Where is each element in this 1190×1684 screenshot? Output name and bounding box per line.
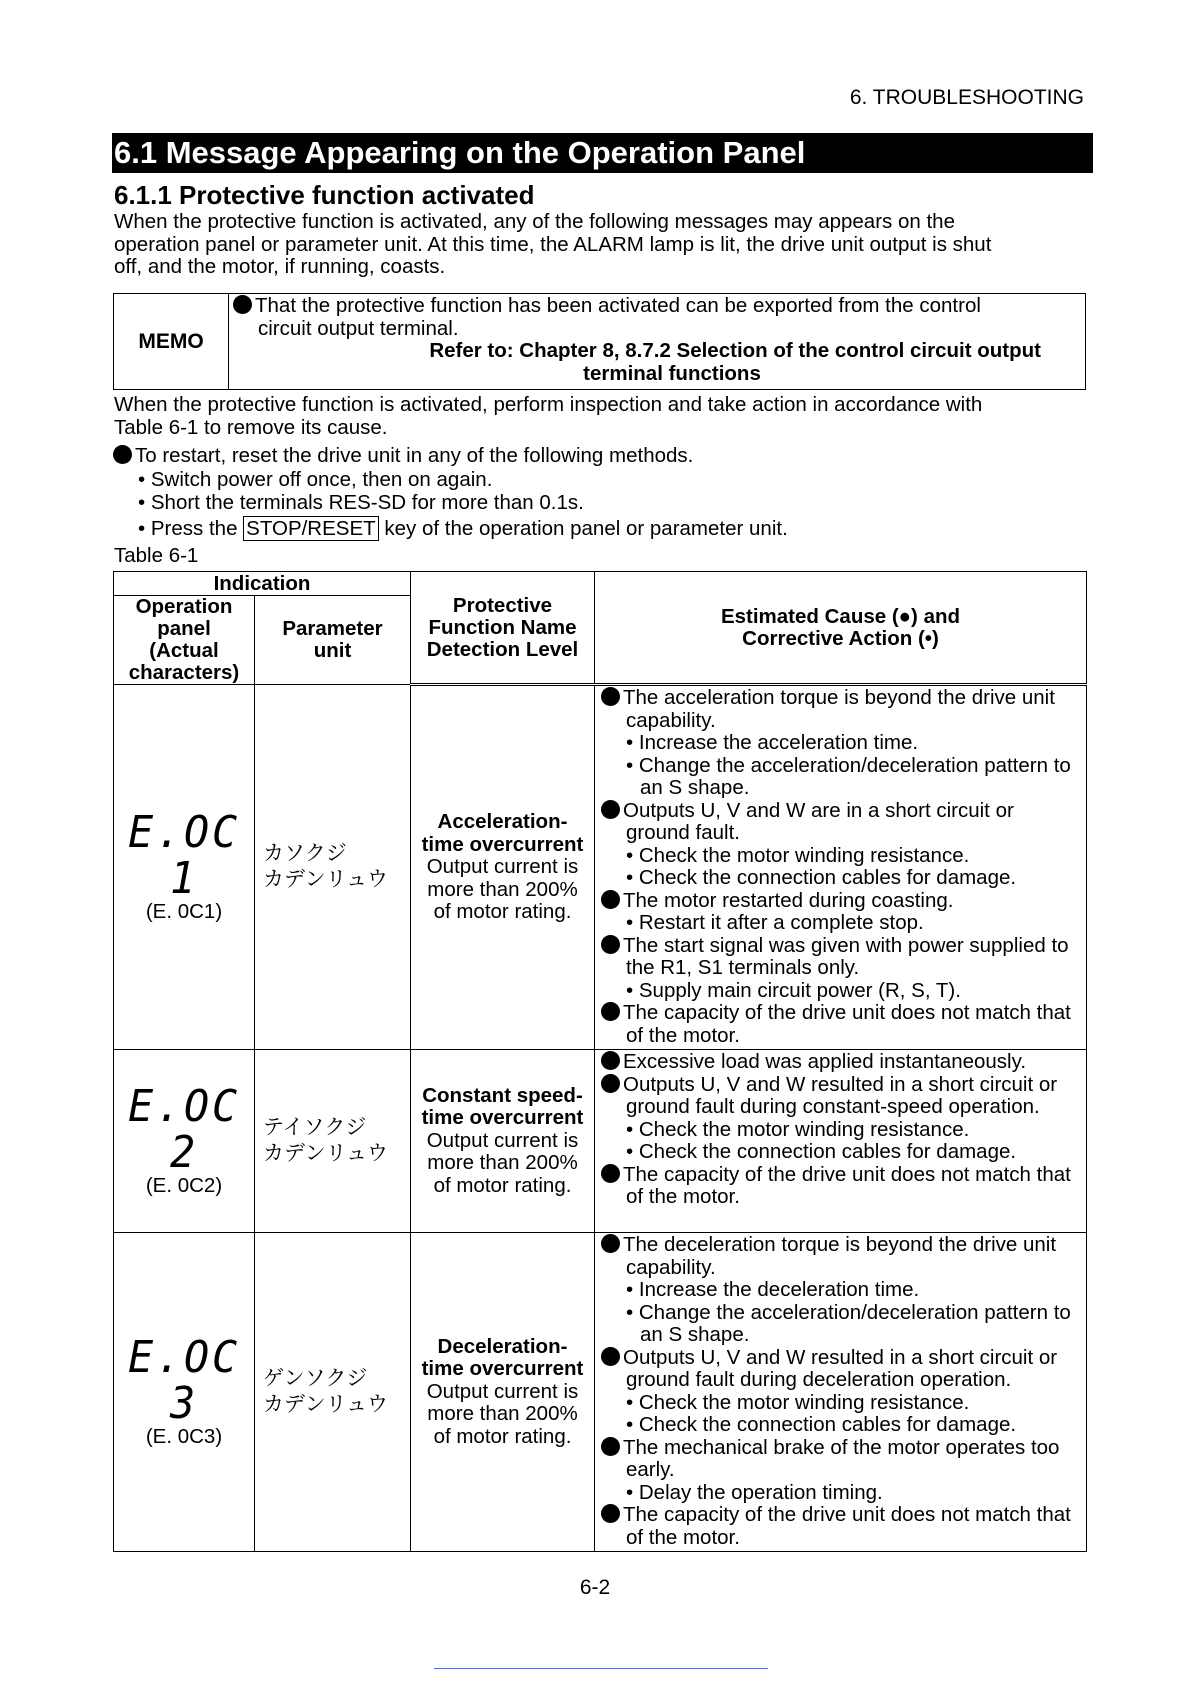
cause-item	[601, 1234, 1082, 1279]
cause-text: Outputs U, V and W resulted in a short circuit or ground fault during deceleration operation.	[623, 1345, 1058, 1391]
cause-item	[601, 1002, 1082, 1047]
display-text: (E. 0C3)	[145, 1425, 223, 1448]
action-list	[601, 1119, 1082, 1164]
table-row	[114, 1233, 1087, 1552]
function-name: Deceleration-	[437, 1334, 568, 1358]
memo-box	[113, 293, 1086, 390]
header-cause	[595, 572, 1087, 685]
action-text: • Change the acceleration/deceleration pattern to an S shape.	[626, 753, 1071, 799]
action-text: • Increase the acceleration time.	[626, 731, 919, 754]
display-text: (E. 0C1)	[145, 900, 223, 923]
restart-item	[114, 517, 1074, 541]
function-name: time overcurrent	[421, 1357, 584, 1381]
cause-item	[601, 1347, 1082, 1392]
intro-line: off, and the motor, if running, coasts.	[114, 255, 446, 278]
action-list	[601, 1279, 1082, 1347]
bullet-dot-icon	[601, 890, 620, 909]
cause-cell	[595, 685, 1087, 1050]
header-line: Function Name	[428, 615, 577, 639]
table-row	[114, 1050, 1087, 1233]
bullet-dot-icon	[601, 1074, 620, 1093]
operation-panel-cell	[114, 1050, 255, 1233]
header-line: characters)	[128, 661, 240, 684]
press-prefix: • Press the	[138, 516, 244, 540]
header-line: unit	[313, 639, 352, 662]
action-list	[601, 980, 1082, 1003]
action-text: • Check the connection cables for damage.	[626, 1140, 1017, 1163]
action-text: • Check the connection cables for damage.	[626, 866, 1017, 889]
bullet-dot-icon	[601, 1002, 620, 1021]
display-text: (E. 0C2)	[145, 1174, 223, 1197]
header-indication: Indication	[114, 572, 411, 596]
function-name: Acceleration-	[437, 810, 568, 834]
action-text: • Restart it after a complete stop.	[626, 911, 924, 934]
memo-label: MEMO	[114, 294, 229, 389]
action-list	[601, 732, 1082, 800]
action-text: • Check the connection cables for damage.	[626, 1413, 1017, 1436]
action-text: • Check the motor winding resistance.	[626, 1390, 970, 1414]
cause-item	[601, 1437, 1082, 1482]
header-line: Corrective Action (•)	[742, 626, 939, 650]
seven-segment-display: E.OC 2	[127, 1081, 241, 1178]
cause-item	[601, 1051, 1082, 1074]
seven-segment-display: E.OC 3	[127, 1332, 241, 1429]
param-line: カデンリュウ	[263, 1142, 388, 1165]
cause-text: Excessive load was applied instantaneously.	[623, 1050, 1027, 1073]
action-text: • Change the acceleration/deceleration pattern to an S shape.	[626, 1300, 1071, 1346]
function-name-cell	[411, 685, 595, 1050]
cause-item	[601, 935, 1082, 980]
bullet-dot-icon	[601, 1051, 620, 1070]
detection-level: of motor rating.	[433, 1173, 572, 1197]
param-line: カデンリュウ	[263, 1393, 388, 1416]
detection-level: more than 200%	[427, 1402, 578, 1426]
action-text: • Supply main circuit power (R, S, T).	[626, 978, 961, 1002]
cause-text: Outputs U, V and W resulted in a short circuit or ground fault during constant-speed operation.	[623, 1072, 1058, 1118]
bottom-divider	[434, 1668, 768, 1669]
detection-level: more than 200%	[427, 877, 578, 901]
action-list	[601, 1482, 1082, 1505]
detection-level: Output current is	[426, 855, 579, 879]
running-header: 6. TROUBLESHOOTING	[849, 86, 1084, 109]
bullet-dot-icon	[601, 1234, 620, 1253]
restart-item: • Short the terminals RES-SD for more than 0.1s.	[138, 491, 584, 514]
subsection-title: 6.1.1 Protective function activated	[114, 180, 535, 210]
memo-reference: terminal functions	[583, 361, 761, 385]
cause-text: The capacity of the drive unit does not match that of the motor.	[623, 1162, 1071, 1208]
memo-text-line: That the protective function has been activated can be exported from the control	[255, 294, 981, 317]
page-number: 6-2	[579, 1576, 611, 1599]
restart-lead	[113, 444, 1074, 468]
restart-lead-text: To restart, reset the drive unit in any of the following methods.	[135, 444, 694, 467]
cause-cell	[595, 1233, 1087, 1552]
table-row	[114, 685, 1087, 1050]
action-text: • Check the motor winding resistance.	[626, 1117, 970, 1141]
cause-text: The acceleration torque is beyond the drive unit capability.	[623, 686, 1055, 732]
restart-instructions	[114, 444, 1074, 540]
action-text: • Check the motor winding resistance.	[626, 843, 970, 867]
cause-text: The capacity of the drive unit does not match that of the motor.	[623, 1001, 1071, 1047]
bullet-dot-icon	[601, 1347, 620, 1366]
bullet-dot-icon	[601, 800, 620, 819]
inspection-paragraph	[114, 394, 1074, 439]
function-name-cell	[411, 1233, 595, 1552]
action-text: • Delay the operation timing.	[626, 1480, 883, 1504]
bullet-dot-icon	[601, 935, 620, 954]
cause-item	[601, 890, 1082, 913]
inspection-line: Table 6-1 to remove its cause.	[114, 415, 388, 439]
cause-text: The deceleration torque is beyond the drive unit capability.	[623, 1233, 1057, 1279]
header-line: Parameter	[282, 617, 383, 640]
cause-cell	[595, 1050, 1087, 1233]
header-protective	[411, 572, 595, 685]
press-suffix: key of the operation panel or parameter unit.	[378, 516, 788, 540]
header-line: Detection Level	[426, 637, 579, 661]
seven-segment-display: E.OC 1	[127, 807, 241, 904]
bullet-dot-icon	[601, 687, 620, 706]
stop-reset-key: STOP/RESET	[243, 516, 379, 541]
cause-text: The start signal was given with power supplied to the R1, S1 terminals only.	[623, 933, 1069, 979]
parameter-unit-cell	[255, 1233, 411, 1552]
protective-function-table	[113, 571, 1087, 1552]
function-name-cell	[411, 1050, 595, 1233]
bullet-dot-icon	[113, 445, 132, 464]
detection-level: Output current is	[426, 1128, 579, 1152]
function-name: time overcurrent	[421, 832, 584, 856]
parameter-unit-cell	[255, 1050, 411, 1233]
cause-text: The motor restarted during coasting.	[623, 888, 954, 912]
memo-text	[233, 295, 1081, 318]
parameter-unit-cell	[255, 685, 411, 1050]
operation-panel-cell	[114, 685, 255, 1050]
action-list	[601, 912, 1082, 935]
detection-level: of motor rating.	[433, 1424, 572, 1448]
function-name: Constant speed-	[422, 1083, 583, 1107]
detection-level: Output current is	[426, 1379, 579, 1403]
header-line: panel	[157, 617, 211, 640]
header-line: Operation	[135, 595, 233, 618]
param-line: ゲンソクジ	[263, 1367, 368, 1390]
bullet-dot-icon	[601, 1504, 620, 1523]
param-line: カソクジ	[263, 842, 347, 865]
memo-text-line: circuit output terminal.	[258, 316, 459, 340]
cause-item	[601, 687, 1082, 732]
restart-item: • Switch power off once, then on again.	[138, 467, 493, 491]
action-text: • Increase the deceleration time.	[626, 1278, 920, 1301]
cause-item	[601, 1504, 1082, 1549]
function-name: time overcurrent	[421, 1106, 584, 1130]
bullet-dot-icon	[601, 1437, 620, 1456]
cause-text: Outputs U, V and W are in a short circuit or ground fault.	[623, 798, 1014, 844]
header-line: Protective	[452, 593, 553, 617]
memo-body	[229, 294, 1085, 389]
param-line: カデンリュウ	[263, 868, 388, 891]
cause-item	[601, 1074, 1082, 1119]
memo-reference: Refer to: Chapter 8, 8.7.2 Selection of the control circuit output	[429, 339, 1041, 362]
cause-item	[601, 800, 1082, 845]
intro-line: operation panel or parameter unit. At this time, the ALARM lamp is lit, the drive unit output is shut	[114, 232, 992, 256]
action-list	[601, 845, 1082, 890]
detection-level: of motor rating.	[433, 900, 572, 924]
detection-level: more than 200%	[427, 1151, 578, 1175]
inspection-line: When the protective function is activated, perform inspection and take action in accordance with	[114, 393, 983, 416]
intro-paragraph	[114, 211, 1074, 279]
header-line: Estimated Cause (●) and	[720, 604, 961, 628]
action-list	[601, 1392, 1082, 1437]
intro-line: When the protective function is activated, any of the following messages may appears on the	[114, 210, 955, 233]
section-title: 6.1 Message Appearing on the Operation Panel	[112, 133, 1093, 173]
cause-text: The capacity of the drive unit does not match that of the motor.	[623, 1503, 1071, 1549]
param-line: テイソクジ	[263, 1116, 367, 1139]
bullet-dot-icon	[601, 1164, 620, 1183]
table-caption: Table 6-1	[114, 544, 199, 567]
cause-item	[601, 1164, 1082, 1209]
cause-text: The mechanical brake of the motor operates too early.	[623, 1435, 1060, 1481]
bullet-dot-icon	[233, 295, 252, 314]
header-line: (Actual	[149, 639, 219, 662]
header-operation-panel	[114, 596, 255, 685]
operation-panel-cell	[114, 1233, 255, 1552]
header-parameter-unit	[255, 596, 411, 685]
